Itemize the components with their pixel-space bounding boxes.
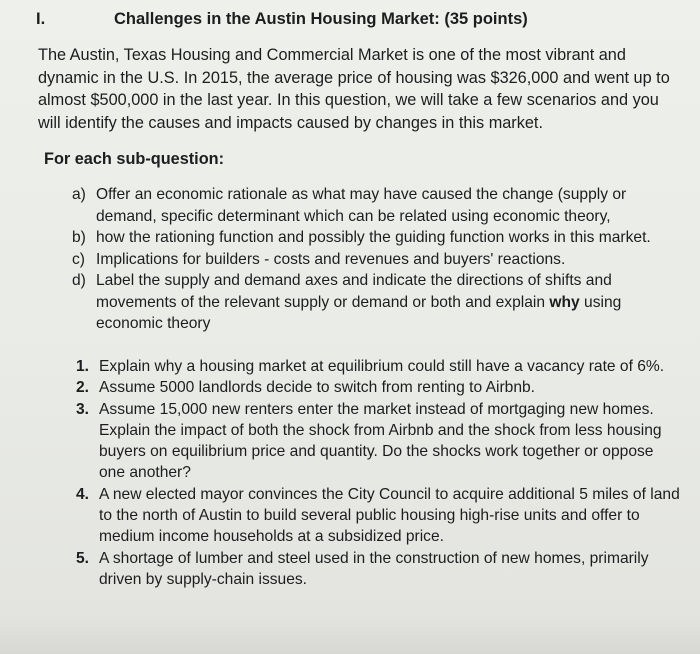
scenario-text: A shortage of lumber and steel used in the construction of new homes, primarily driven by supply-chain issues. <box>99 549 649 588</box>
scenario-text: Assume 15,000 new renters enter the market instead of mortgaging new homes. Explain the impact of both the shock from Airbnb and the shock from less housing buyers on equilibrium price and quantity. Do the shocks work together or oppose one another? <box>99 400 662 482</box>
for-each-label: For each sub-question: <box>44 150 225 168</box>
intro-paragraph: The Austin, Texas Housing and Commercial Market is one of the most vibrant and dynamic in the U.S. In 2015, the average price of housing was $326,000 and went up to almost $500,000 in the last year. In this question, we will take a few scenarios and you will identify the causes and impacts caused by changes in this market. <box>38 46 670 132</box>
question-number: I. <box>36 10 46 28</box>
sub-question-text: how the rationing function and possibly the guiding function works in this market. <box>96 229 651 246</box>
scenario-number: 5. <box>76 549 90 567</box>
scenario-list <box>76 356 681 590</box>
scenario-number: 4. <box>76 485 90 503</box>
sub-question-marker: b) <box>72 229 86 246</box>
sub-question-text: Offer an economic rationale as what may have caused the change (supply or demand, specific determinant which can be related using economic theory, <box>96 186 627 225</box>
scenario-text: Explain why a housing market at equilibrium could still have a vacancy rate of 6%. <box>99 358 665 375</box>
sub-question-text: Label the supply and demand axes and indicate the directions of shifts and movements of the relevant supply or demand or both and explain why using economic theory <box>96 272 622 332</box>
sub-question-marker: c) <box>72 250 85 268</box>
sub-question-text: Implications for builders - costs and revenues and buyers' reactions. <box>96 250 566 268</box>
sub-question-list <box>72 184 682 335</box>
sub-question-item <box>72 227 682 249</box>
scenario-number: 3. <box>76 400 90 418</box>
question-heading <box>36 10 528 29</box>
scenario-number: 2. <box>76 379 90 397</box>
question-title: Challenges in the Austin Housing Market: (35 points) <box>114 10 528 28</box>
photo-shadow <box>0 614 700 654</box>
scenario-item <box>76 548 681 591</box>
scenario-item <box>76 399 681 484</box>
sub-question-marker: a) <box>72 186 86 203</box>
sub-question-marker: d) <box>72 272 86 289</box>
scenario-number: 1. <box>76 358 90 375</box>
scenario-item <box>76 377 681 398</box>
emphasis-why: why <box>549 293 580 311</box>
scenario-item <box>76 484 681 548</box>
sub-question-item <box>72 249 682 271</box>
sub-question-item <box>72 270 682 335</box>
sub-question-item <box>72 184 682 227</box>
scenario-text: Assume 5000 landlords decide to switch from renting to Airbnb. <box>99 379 535 397</box>
scenario-text: A new elected mayor convinces the City Council to acquire additional 5 miles of land to the north of Austin to build several public housing high-rise units and offer to medium income households at a subsidized price. <box>99 485 680 546</box>
scenario-item <box>76 356 681 377</box>
